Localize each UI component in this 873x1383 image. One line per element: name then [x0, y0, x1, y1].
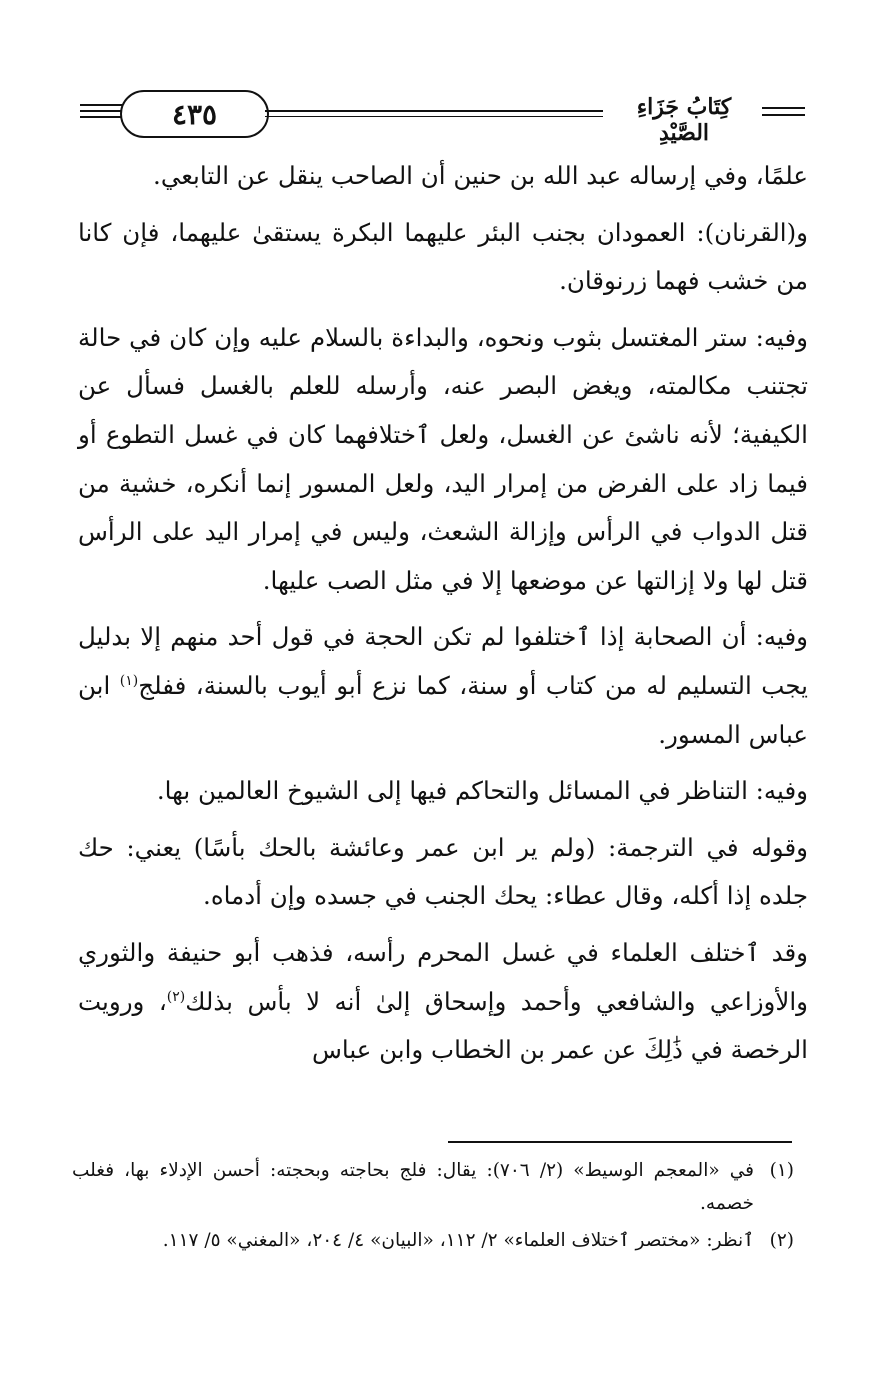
header-rule-thin [265, 116, 603, 117]
page-header [80, 88, 805, 146]
header-rule [265, 110, 603, 112]
footnote-ref-1[interactable]: (١) [119, 672, 139, 689]
paragraph-text: وفيه: أن الصحابة إذا ٱختلفوا لم تكن الحجة في قول أحد منهم إلا بدليل يجب التسليم له من كتاب أو سنة، كما نزع أبو أيوب بالسنة، ففلج [78, 622, 808, 700]
paragraph [78, 929, 808, 1075]
paragraph: وقوله في الترجمة: (ولم ير ابن عمر وعائشة بالحك بأسًا) يعني: حك جلده إذا أكله، وقال عطاء: يحك الجنب في جسده وإن أدماه. [78, 832, 808, 911]
footnote-1 [72, 1154, 794, 1220]
paragraph-text: ، ورويت الرخصة في ذَٰلِكَ عن عمر بن الخطاب وابن عباس [78, 986, 808, 1065]
paragraph [78, 613, 808, 759]
footnotes [72, 1154, 794, 1257]
footnote-number: (٢) [769, 1230, 794, 1251]
header-ornament-right [762, 107, 805, 117]
paragraph: و(القرنان): العمودان بجنب البئر عليهما البكرة يستقىٰ عليهما، فإن كانا من خشب فهما زرنوقان. [78, 217, 808, 296]
footnote-2 [72, 1224, 794, 1257]
footnote-number: (١) [769, 1160, 794, 1181]
page-number: ٤٣٥ [120, 90, 269, 138]
paragraph-text: وقد ٱختلف العلماء في غسل المحرم رأسه، فذهب أبو حنيفة والثوري والأوزاعي والشافعي وأحمد وإسحاق إلىٰ أنه لا بأس بذلك [78, 937, 808, 1016]
paragraph: علمًا، وفي إرساله عبد الله بن حنين أن الصاحب ينقل عن التابعي. [153, 161, 808, 190]
paragraph: وفيه: ستر المغتسل بثوب ونحوه، والبداءة بالسلام عليه وإن كان في حالة تجتنب مكالمته، ويغض البصر عنه، وأرسله للعلم بالغسل فسأل عن الكيفية؛ لأنه ناشئ عن الغسل، ولعل ٱختلافهما كان في غسل التطوع أو فيما زاد على الفرض من إمرار اليد، ولعل المسور إنما أنكره، خشية من قتل الدواب في الرأس وإزالة الشعث، وليس في إمرار اليد على الرأس قتل لها ولا إزالتها عن موضعها إلا في مثل الصب عليها. [78, 322, 808, 595]
footnote-text: ٱنظر: «مختصر ٱختلاف العلماء» ٢/ ١١٢، «البيان» ٤/ ٢٠٤، «المغني» ٥/ ١١٧. [162, 1230, 754, 1251]
running-title: كِتَابُ جَزَاءِ الصَّيْدِ [636, 94, 732, 146]
paragraph-text: ابن عباس المسور. [78, 670, 808, 749]
footnote-text: في «المعجم الوسيط» (٢/ ٧٠٦): يقال: فلج بحاجته وبحجته: أحسن الإدلاء بها، فغلب خصمه. [72, 1160, 755, 1214]
paragraph: وفيه: التناظر في المسائل والتحاكم فيها إلى الشيوخ العالمين بها. [156, 776, 808, 806]
footnote-separator [448, 1141, 792, 1143]
footnote-ref-2[interactable]: (٢) [166, 988, 186, 1005]
main-text [78, 152, 808, 1075]
